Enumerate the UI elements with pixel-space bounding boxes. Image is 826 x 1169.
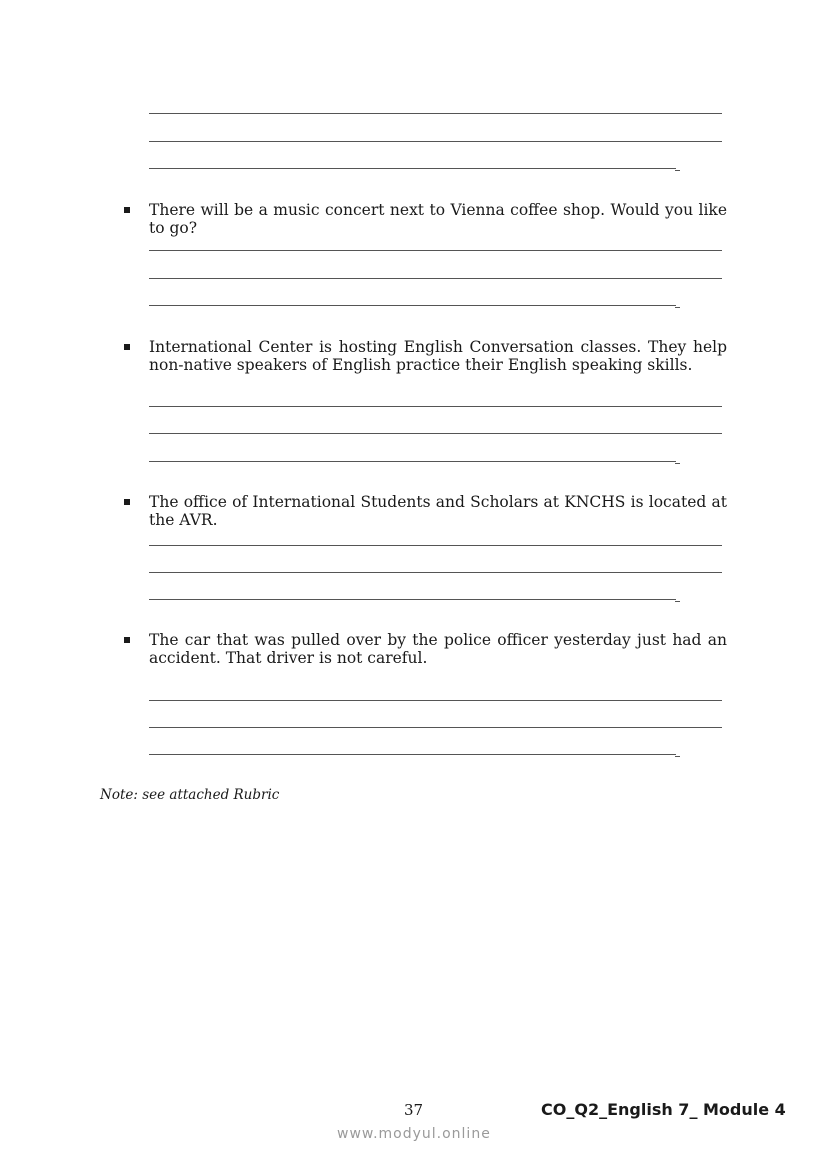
item-text: The office of International Students and Scholars at KNCHS is located at the AVR. (149, 493, 727, 529)
answer-line[interactable] (149, 305, 676, 306)
page-number: 37 (404, 1101, 424, 1119)
module-label: CO_Q2_English 7_ Module 4 (541, 1100, 786, 1119)
item-text: International Center is hosting English Conversation classes. They help non-native speakers of English practice their English speaking skills. (149, 338, 727, 374)
answer-line[interactable] (149, 278, 722, 279)
watermark: www.modyul.online (337, 1126, 491, 1142)
item-text: The car that was pulled over by the police officer yesterday just had an accident. That driver is not careful. (149, 631, 727, 667)
answer-line[interactable] (149, 406, 722, 407)
bullet-icon (124, 499, 130, 505)
bullet-icon (124, 207, 130, 213)
answer-line[interactable] (149, 572, 722, 573)
answer-line[interactable] (149, 545, 722, 546)
bullet-icon (124, 344, 130, 350)
bullet-icon (124, 637, 130, 643)
rubric-note: Note: see attached Rubric (100, 787, 280, 803)
answer-line[interactable] (149, 168, 676, 169)
answer-line[interactable] (149, 113, 722, 114)
answer-line[interactable] (149, 700, 722, 701)
answer-line[interactable] (149, 599, 676, 600)
item-text: There will be a music concert next to Vienna coffee shop. Would you like to go? (149, 201, 727, 237)
answer-line[interactable] (149, 250, 722, 251)
answer-line[interactable] (149, 727, 722, 728)
answer-line[interactable] (149, 461, 676, 462)
answer-line[interactable] (149, 141, 722, 142)
answer-line[interactable] (149, 754, 676, 755)
answer-line[interactable] (149, 433, 722, 434)
